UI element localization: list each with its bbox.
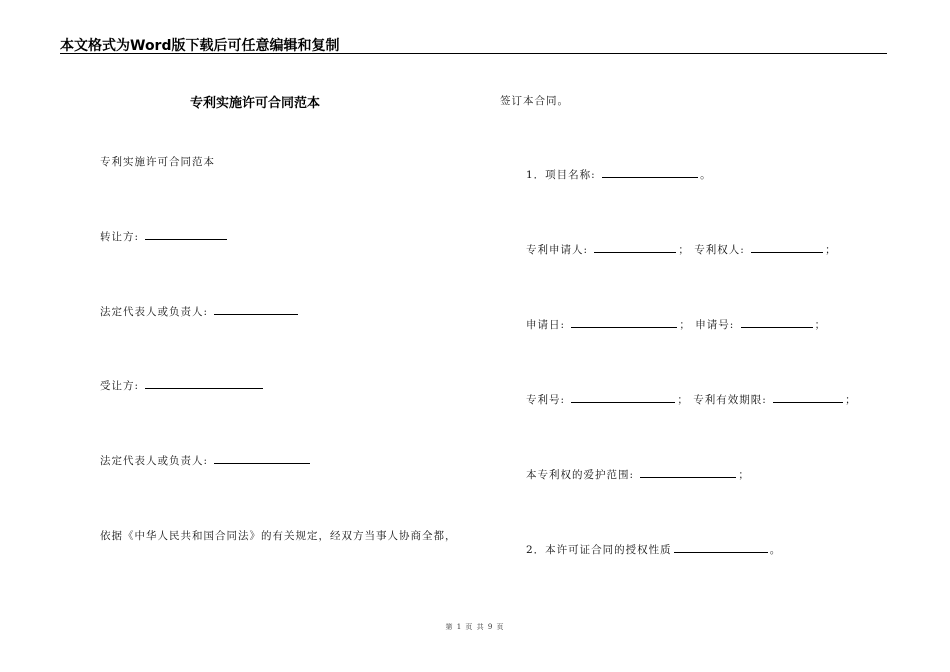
valid-period-label: 专利有效期限: bbox=[693, 394, 767, 406]
apply-date-sep: ； bbox=[679, 319, 691, 331]
sign-text: 签订本合同。 bbox=[500, 95, 569, 107]
applicant-line bbox=[526, 242, 837, 257]
basis-text: 依据《中华人民共和国合同法》的有关规定，经双方当事人协商全都， bbox=[100, 530, 457, 542]
item2-label: 2．本许可证合同的授权性质 bbox=[526, 544, 672, 556]
legal-rep-2-field[interactable] bbox=[214, 453, 310, 464]
subtitle-text: 专利实施许可合同范本 bbox=[100, 156, 215, 168]
transferor-label: 转让方: bbox=[100, 231, 140, 243]
transferee-field[interactable] bbox=[145, 378, 263, 389]
item2-line bbox=[526, 542, 781, 557]
legal-rep-1-line bbox=[100, 304, 300, 319]
valid-period-end: ； bbox=[845, 394, 857, 406]
valid-period-field[interactable] bbox=[773, 392, 843, 403]
legal-rep-2-line bbox=[100, 453, 312, 468]
transferee-line bbox=[100, 378, 265, 393]
project-name-field[interactable] bbox=[602, 167, 698, 178]
patent-no-label: 专利号: bbox=[526, 394, 566, 406]
apply-no-field[interactable] bbox=[741, 317, 813, 328]
item1-label: 1．项目名称: bbox=[526, 169, 596, 181]
page-footer: 第 1 页 共 9 页 bbox=[445, 623, 505, 631]
patentee-end: ； bbox=[825, 244, 837, 256]
legal-rep-1-label: 法定代表人或负责人: bbox=[100, 306, 209, 318]
license-nature-field[interactable] bbox=[674, 542, 768, 553]
patentee-label: 专利权人: bbox=[694, 244, 745, 256]
left-subtitle bbox=[100, 154, 215, 169]
sign-line bbox=[500, 93, 569, 108]
apply-date-label: 申请日: bbox=[526, 319, 566, 331]
scope-field[interactable] bbox=[640, 467, 736, 478]
applicant-label: 专利申请人: bbox=[526, 244, 589, 256]
item2-end: 。 bbox=[769, 544, 782, 556]
header-divider bbox=[60, 53, 887, 54]
legal-rep-1-field[interactable] bbox=[214, 304, 298, 315]
patentee-field[interactable] bbox=[751, 242, 823, 253]
apply-date-line bbox=[526, 317, 826, 332]
basis-line bbox=[100, 528, 457, 543]
apply-no-end: ； bbox=[814, 319, 827, 331]
patent-no-line bbox=[526, 392, 857, 407]
item1-line bbox=[526, 167, 712, 182]
transferor-line bbox=[100, 229, 229, 244]
transferor-field[interactable] bbox=[145, 229, 227, 240]
legal-rep-2-label: 法定代表人或负责人: bbox=[100, 455, 209, 467]
transferee-label: 受让方: bbox=[100, 380, 140, 392]
apply-date-field[interactable] bbox=[571, 317, 677, 328]
scope-label: 本专利权的爱护范围: bbox=[526, 469, 635, 481]
document-header: 本文格式为Word版下载后可任意编辑和复制 bbox=[60, 38, 340, 54]
patent-no-field[interactable] bbox=[571, 392, 675, 403]
patent-no-sep: ； bbox=[677, 394, 689, 406]
applicant-field[interactable] bbox=[594, 242, 676, 253]
scope-line bbox=[526, 467, 750, 482]
apply-no-label: 申请号: bbox=[695, 319, 735, 331]
scope-end: ； bbox=[738, 469, 750, 481]
document-title: 专利实施许可合同范本 bbox=[190, 96, 321, 111]
item1-end: 。 bbox=[700, 169, 712, 181]
applicant-sep: ； bbox=[678, 244, 690, 256]
